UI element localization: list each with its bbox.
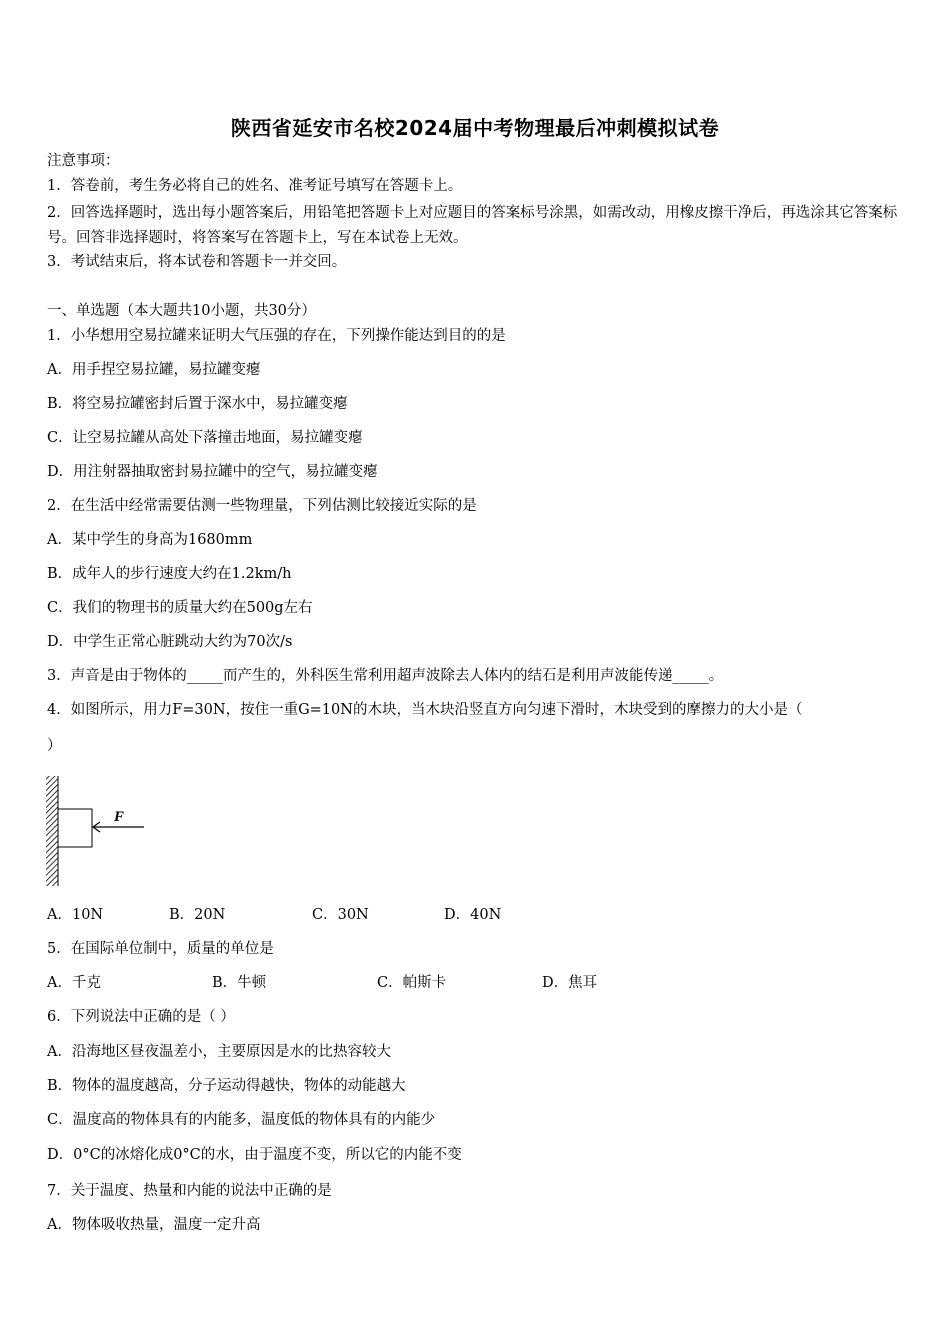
question-1-option-a: A．用手捏空易拉罐，易拉罐变瘪 [47, 362, 261, 378]
question-7-stem: 7．关于温度、热量和内能的说法中正确的是 [47, 1183, 332, 1199]
question-5-stem: 5．在国际单位制中，质量的单位是 [47, 941, 274, 957]
question-1-option-c: C．让空易拉罐从高处下落撞击地面，易拉罐变瘪 [47, 430, 363, 446]
question-6-stem: 6．下列说法中正确的是（ ） [47, 1009, 235, 1025]
question-4-stem: 4．如图所示，用力F=30N，按住一重G=10N的木块，当木块沿竖直方向匀速下滑时，木块受到的摩擦力的大小是（ [47, 702, 803, 718]
question-1-stem: 1．小华想用空易拉罐来证明大气压强的存在，下列操作能达到目的的是 [47, 328, 506, 344]
question-7-option-a: A．物体吸收热量，温度一定升高 [47, 1217, 261, 1233]
question-6-option-d: D．0°C的冰熔化成0°C的水，由于温度不变，所以它的内能不变 [47, 1147, 462, 1163]
question-5-option-a: A．千克 [47, 975, 101, 991]
wooden-block [58, 809, 92, 847]
question-2-option-b: B．成年人的步行速度大约在1.2km/h [47, 566, 292, 582]
wall-block-force-diagram [44, 775, 154, 887]
question-6-option-b: B．物体的温度越高，分子运动得越快，物体的动能越大 [47, 1078, 406, 1094]
question-1-option-b: B．将空易拉罐密封后置于深水中，易拉罐变瘪 [47, 396, 348, 412]
question-2-option-d: D．中学生正常心脏跳动大约为70次/s [47, 634, 293, 650]
force-label: F [114, 809, 125, 825]
question-2-stem: 2．在生活中经常需要估测一些物理量，下列估测比较接近实际的是 [47, 498, 477, 514]
question-1-option-d: D．用注射器抽取密封易拉罐中的空气，易拉罐变瘪 [47, 464, 378, 480]
notice-heading: 注意事项： [47, 153, 120, 169]
question-2-option-c: C．我们的物理书的质量大约在500g左右 [47, 600, 313, 616]
section-heading: 一、单选题（本大题共10小题，共30分） [47, 303, 316, 319]
question-4-option-a: A．10N [47, 907, 104, 923]
question-3-stem: 3．声音是由于物体的_____而产生的，外科医生常利用超声波除去人体内的结石是利用声波能传递_____。 [47, 668, 724, 684]
question-5-option-d: D．焦耳 [542, 975, 598, 991]
notice-item-3: 3．考试结束后，将本试卷和答题卡一并交回。 [47, 254, 347, 270]
question-4-option-c: C．30N [312, 907, 369, 923]
page-title: 陕西省延安市名校2024届中考物理最后冲刺模拟试卷 [230, 116, 720, 140]
wall-hatching [46, 776, 58, 886]
question-4-stem-end: ） [47, 738, 62, 754]
question-6-option-a: A．沿海地区昼夜温差小，主要原因是水的比热容较大 [47, 1044, 391, 1060]
notice-item-1: 1．答卷前，考生务必将自己的姓名、准考证号填写在答题卡上。 [47, 178, 463, 194]
question-2-option-a: A．某中学生的身高为1680mm [47, 532, 253, 548]
question-5-option-c: C．帕斯卡 [377, 975, 447, 991]
question-4-option-d: D．40N [444, 907, 502, 923]
question-6-option-c: C．温度高的物体具有的内能多，温度低的物体具有的内能少 [47, 1112, 436, 1128]
question-5-option-b: B．牛顿 [212, 975, 267, 991]
notice-item-2: 2．回答选择题时，选出每小题答案后，用铅笔把答题卡上对应题目的答案标号涂黑，如需改动，用橡皮擦干净后，再选涂其它答案标号。回答非选择题时，将答案写在答题卡上，写在本试卷上无效。 [47, 205, 898, 246]
question-4-option-b: B．20N [169, 907, 226, 923]
question-4-figure [44, 775, 154, 887]
